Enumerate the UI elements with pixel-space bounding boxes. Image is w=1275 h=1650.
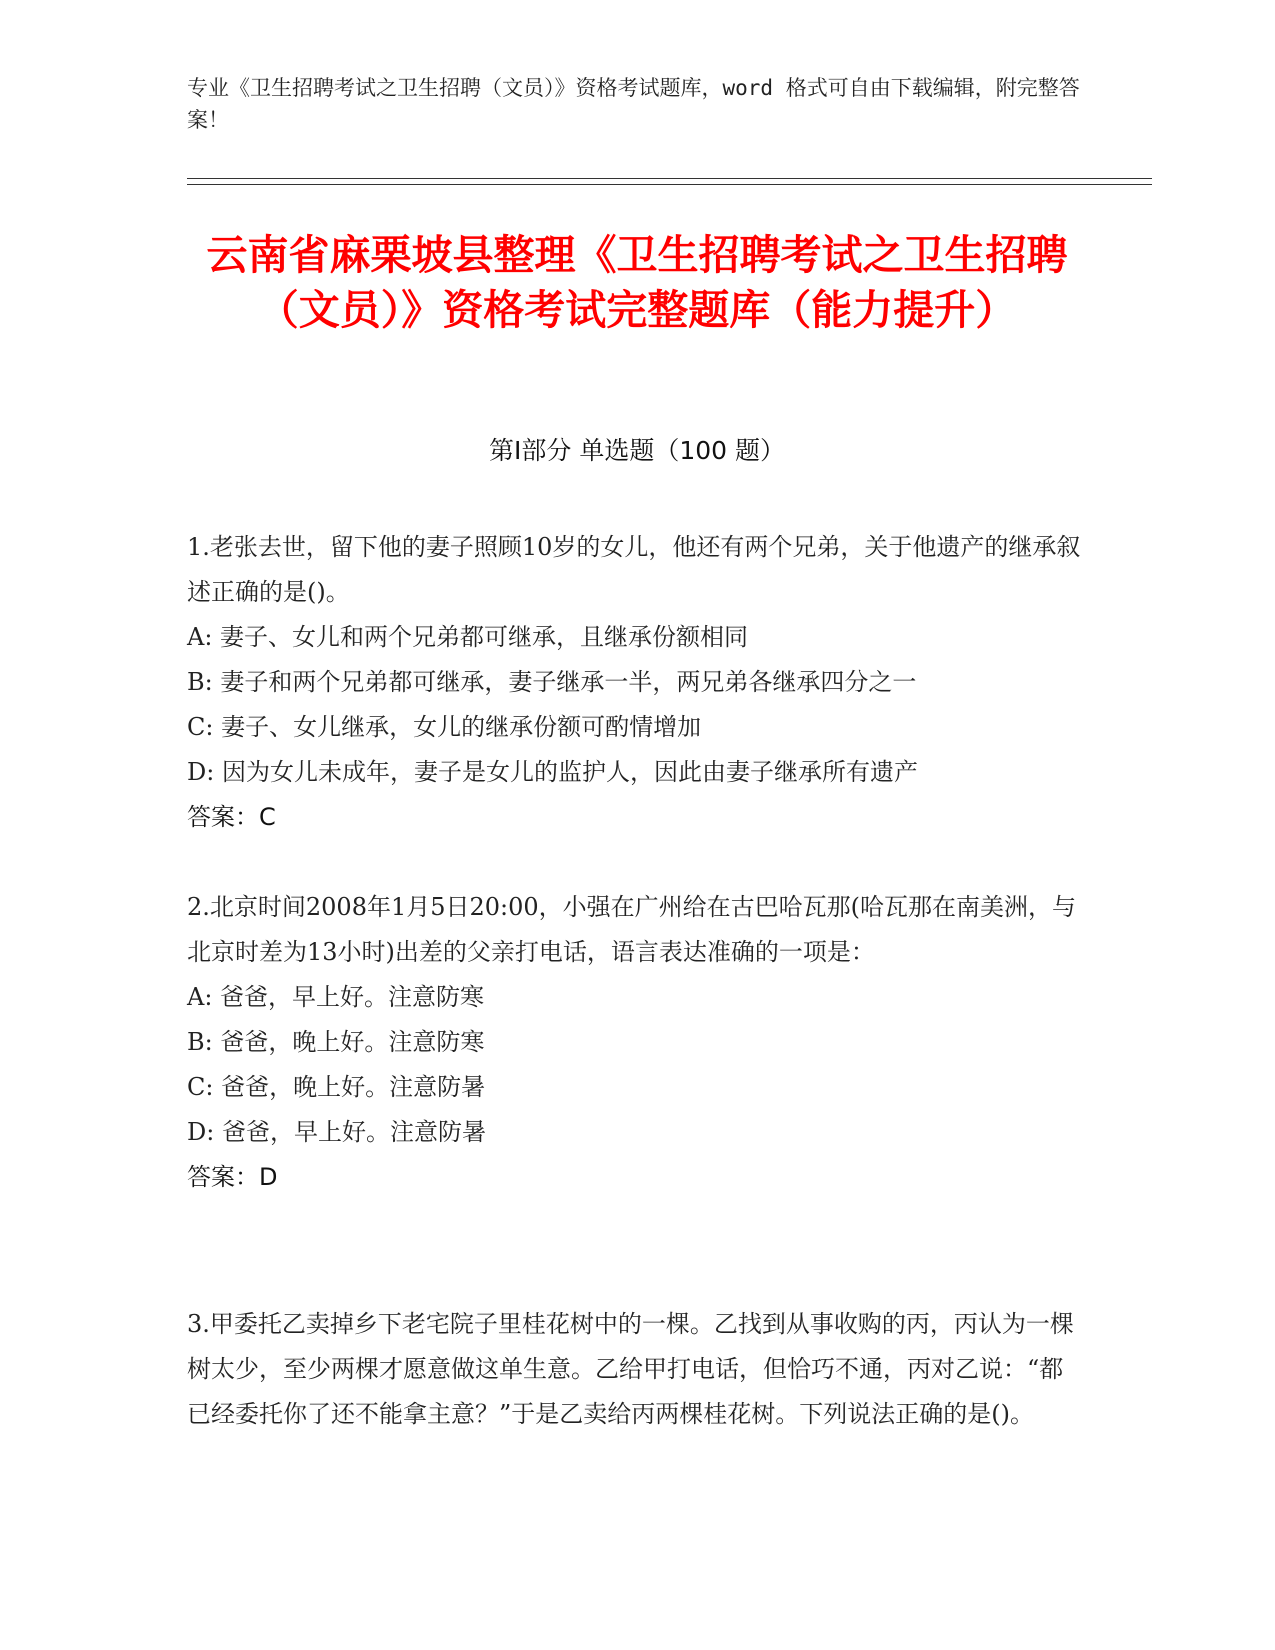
option-c: C: 妻子、女儿继承，女儿的继承份额可酌情增加	[187, 713, 702, 741]
answer: 答案：C	[187, 803, 276, 831]
section-heading: 第Ⅰ部分 单选题（100 题）	[489, 436, 785, 465]
option-b: B: 妻子和两个兄弟都可继承，妻子继承一半，两兄弟各继承四分之一	[187, 668, 917, 696]
header-rule-bottom	[187, 184, 1152, 185]
header-rule-top	[187, 178, 1152, 179]
question-stem: 1.老张去世，留下他的妻子照顾10岁的女儿，他还有两个兄弟，关于他遗产的继承叙述正确的是()。	[187, 533, 1081, 606]
option-b: B: 爸爸，晚上好。注意防寒	[187, 1028, 485, 1056]
question-stem: 2.北京时间2008年1月5日20:00，小强在广州给在古巴哈瓦那(哈瓦那在南美洲，与北京时差为13小时)出差的父亲打电话，语言表达准确的一项是：	[187, 893, 1077, 966]
question-3	[187, 1302, 1087, 1437]
answer: 答案：D	[187, 1163, 278, 1191]
question-1	[187, 525, 1087, 840]
question-stem: 3.甲委托乙卖掉乡下老宅院子里桂花树中的一棵。乙找到从事收购的丙，丙认为一棵树太少，至少两棵才愿意做这单生意。乙给甲打电话，但恰巧不通，丙对乙说：“都已经委托你了还不能拿主意？”于是乙卖给丙两棵桂花树。下列说法正确的是()。	[187, 1310, 1074, 1428]
option-c: C: 爸爸，晚上好。注意防暑	[187, 1073, 486, 1101]
header-note: 专业《卫生招聘考试之卫生招聘（文员）》资格考试题库，word 格式可自由下载编辑，附完整答案！	[187, 76, 1080, 132]
option-d: D: 因为女儿未成年，妻子是女儿的监护人，因此由妻子继承所有遗产	[187, 758, 918, 786]
document-title: 云南省麻栗坡县整理《卫生招聘考试之卫生招聘（文员）》资格考试完整题库（能力提升）	[206, 231, 1068, 334]
option-d: D: 爸爸，早上好。注意防暑	[187, 1118, 486, 1146]
question-2	[187, 885, 1087, 1200]
option-a: A: 妻子、女儿和两个兄弟都可继承，且继承份额相同	[187, 623, 749, 651]
option-a: A: 爸爸，早上好。注意防寒	[187, 983, 485, 1011]
